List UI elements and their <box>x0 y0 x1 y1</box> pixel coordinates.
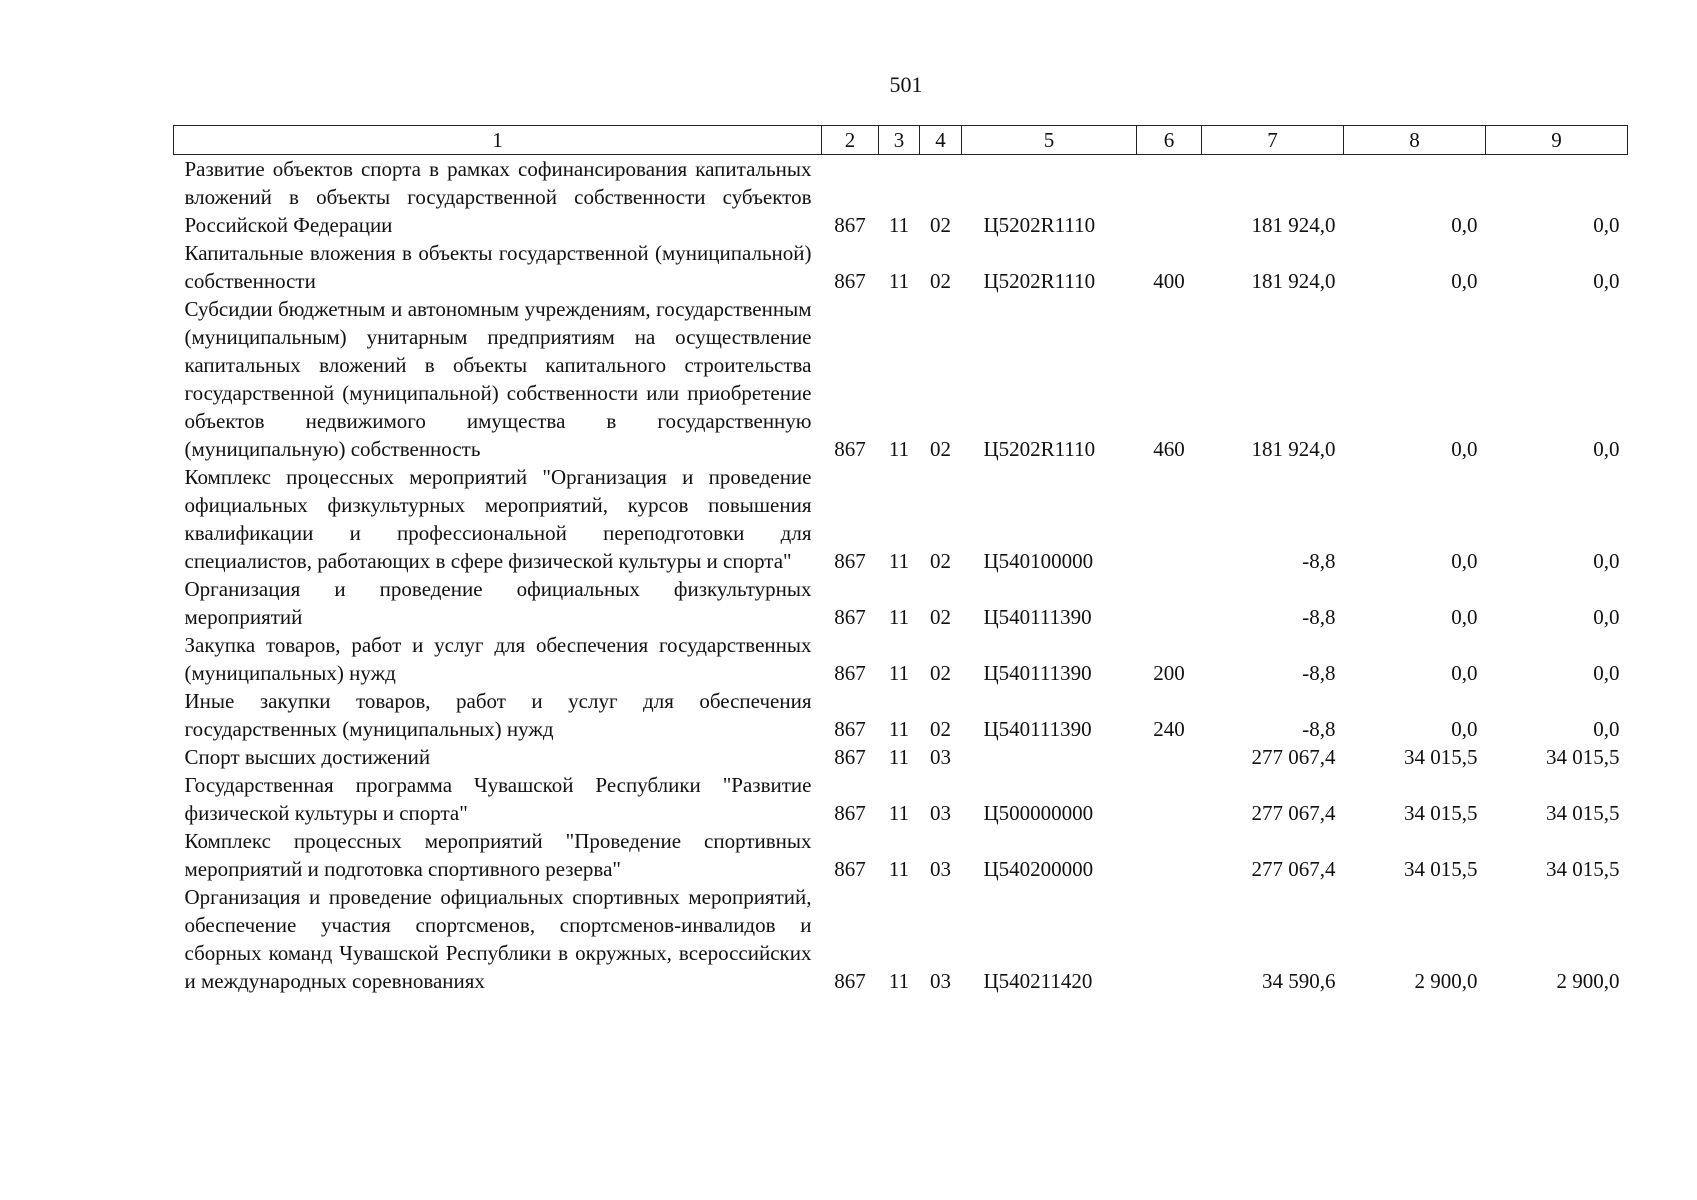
row-subsection: 03 <box>930 969 951 993</box>
row-section: 11 <box>888 801 910 825</box>
row-target-article: Ц540100000 <box>983 549 1094 573</box>
row-amount-col9: 0,0 <box>1593 661 1620 685</box>
row-ministry-code: 867 <box>834 801 866 825</box>
row-name: Развитие объектов спорта в рамках софинансирования капитальных вложений в объекты государственной собственности субъектов Российской Федерации <box>184 157 812 237</box>
row-section: 11 <box>888 969 910 993</box>
row-amount-col7: 181 924,0 <box>1251 213 1336 237</box>
row-name: Иные закупки товаров, работ и услуг для обеспечения государственных (муниципальных) нужд <box>184 689 812 741</box>
budget-table <box>173 125 1628 995</box>
row-target-article: Ц540111390 <box>983 717 1092 741</box>
row-ministry-code: 867 <box>834 549 866 573</box>
table-body <box>174 155 1628 996</box>
table-row <box>174 827 1628 883</box>
row-section: 11 <box>888 213 910 237</box>
row-amount-col9: 0,0 <box>1593 269 1620 293</box>
header-row <box>174 126 1628 155</box>
header-col-7: 7 <box>1202 126 1344 155</box>
header-col-5: 5 <box>962 126 1137 155</box>
row-target-article: Ц5202R1110 <box>983 213 1096 237</box>
row-subsection: 02 <box>930 549 951 573</box>
row-amount-col8: 34 015,5 <box>1404 745 1478 769</box>
row-ministry-code: 867 <box>834 857 866 881</box>
row-target-article <box>962 743 1137 771</box>
table-row <box>174 295 1628 463</box>
row-subsection: 02 <box>930 717 951 741</box>
table-row <box>174 883 1628 995</box>
row-amount-col9: 2 900,0 <box>1556 969 1620 993</box>
row-amount-col9: 34 015,5 <box>1546 801 1620 825</box>
row-section: 11 <box>888 605 910 629</box>
row-amount-col7: 277 067,4 <box>1251 857 1336 881</box>
row-amount-col9: 0,0 <box>1593 717 1620 741</box>
row-ministry-code: 867 <box>834 661 866 685</box>
row-target-article: Ц540200000 <box>983 857 1094 881</box>
header-col-9: 9 <box>1486 126 1628 155</box>
row-target-article: Ц5202R1110 <box>983 437 1096 461</box>
row-amount-col7: -8,8 <box>1302 549 1336 573</box>
row-ministry-code: 867 <box>834 717 866 741</box>
row-subsection: 03 <box>930 745 951 769</box>
row-amount-col9: 34 015,5 <box>1546 745 1620 769</box>
row-section: 11 <box>888 661 910 685</box>
row-expense-type <box>1137 575 1202 631</box>
row-amount-col9: 34 015,5 <box>1546 857 1620 881</box>
row-ministry-code: 867 <box>834 605 866 629</box>
row-target-article: Ц5202R1110 <box>983 269 1096 293</box>
row-amount-col9: 0,0 <box>1593 437 1620 461</box>
row-section: 11 <box>888 437 910 461</box>
table-row <box>174 743 1628 771</box>
header-col-3: 3 <box>879 126 920 155</box>
table-row <box>174 463 1628 575</box>
row-amount-col8: 2 900,0 <box>1414 969 1478 993</box>
row-amount-col8: 0,0 <box>1451 213 1478 237</box>
row-section: 11 <box>888 549 910 573</box>
row-subsection: 02 <box>930 661 951 685</box>
row-amount-col9: 0,0 <box>1593 549 1620 573</box>
table-row <box>174 155 1628 240</box>
row-subsection: 03 <box>930 801 951 825</box>
row-target-article: Ц540111390 <box>983 605 1092 629</box>
row-amount-col7: 277 067,4 <box>1251 801 1336 825</box>
row-amount-col7: 181 924,0 <box>1251 437 1336 461</box>
row-subsection: 02 <box>930 437 951 461</box>
page-number: 501 <box>889 72 923 97</box>
row-amount-col8: 34 015,5 <box>1404 857 1478 881</box>
row-ministry-code: 867 <box>834 269 866 293</box>
row-ministry-code: 867 <box>834 213 866 237</box>
row-name: Организация и проведение официальных спортивных мероприятий, обеспечение участия спортсменов, спортсменов-инвалидов и сборных команд Чувашской Республики в окружных, всероссийских и международных соревнованиях <box>184 885 812 993</box>
row-amount-col8: 0,0 <box>1451 661 1478 685</box>
row-section: 11 <box>888 269 910 293</box>
row-amount-col8: 0,0 <box>1451 605 1478 629</box>
row-expense-type <box>1137 827 1202 883</box>
row-subsection: 03 <box>930 857 951 881</box>
row-amount-col8: 0,0 <box>1451 549 1478 573</box>
row-ministry-code: 867 <box>834 745 866 769</box>
table-row <box>174 631 1628 687</box>
row-subsection: 02 <box>930 605 951 629</box>
row-amount-col7: -8,8 <box>1302 717 1336 741</box>
row-expense-type: 400 <box>1153 269 1185 293</box>
row-amount-col8: 0,0 <box>1451 717 1478 741</box>
header-col-4: 4 <box>920 126 962 155</box>
row-amount-col8: 34 015,5 <box>1404 801 1478 825</box>
row-name: Субсидии бюджетным и автономным учреждениям, государственным (муниципальным) унитарным предприятиям на осуществление капитальных вложений в объекты капитального строительства государственной (муниципальной) собственности или приобретение объектов недвижимого имущества в государственную (муниципальную) собственность <box>184 297 812 461</box>
row-name: Закупка товаров, работ и услуг для обеспечения государственных (муниципальных) нужд <box>184 633 812 685</box>
table-header <box>174 126 1628 155</box>
row-target-article: Ц500000000 <box>983 801 1094 825</box>
row-amount-col7: 181 924,0 <box>1251 269 1336 293</box>
row-target-article: Ц540111390 <box>983 661 1092 685</box>
row-amount-col8: 0,0 <box>1451 437 1478 461</box>
row-amount-col7: 34 590,6 <box>1262 969 1336 993</box>
row-target-article: Ц540211420 <box>983 969 1093 993</box>
row-section: 11 <box>888 717 910 741</box>
row-subsection: 02 <box>930 213 951 237</box>
header-col-2: 2 <box>822 126 879 155</box>
row-amount-col7: -8,8 <box>1302 605 1336 629</box>
row-name: Спорт высших достижений <box>184 745 431 769</box>
row-section: 11 <box>888 745 910 769</box>
row-amount-col9: 0,0 <box>1593 605 1620 629</box>
row-amount-col9: 0,0 <box>1593 213 1620 237</box>
row-ministry-code: 867 <box>834 969 866 993</box>
table-row <box>174 575 1628 631</box>
header-col-1: 1 <box>174 126 822 155</box>
header-col-6: 6 <box>1137 126 1202 155</box>
row-name: Организация и проведение официальных физкультурных мероприятий <box>184 577 812 629</box>
row-name: Государственная программа Чувашской Республики "Развитие физической культуры и спорта" <box>184 773 812 825</box>
row-expense-type <box>1137 771 1202 827</box>
row-expense-type: 240 <box>1153 717 1185 741</box>
row-section: 11 <box>888 857 910 881</box>
row-name: Комплекс процессных мероприятий "Проведение спортивных мероприятий и подготовка спортивного резерва" <box>184 829 812 881</box>
row-expense-type: 460 <box>1153 437 1185 461</box>
row-expense-type <box>1137 883 1202 995</box>
row-amount-col7: -8,8 <box>1302 661 1336 685</box>
row-expense-type <box>1137 743 1202 771</box>
header-col-8: 8 <box>1344 126 1486 155</box>
row-amount-col7: 277 067,4 <box>1251 745 1336 769</box>
table-row <box>174 771 1628 827</box>
table-row <box>174 239 1628 295</box>
row-name: Комплекс процессных мероприятий "Организация и проведение официальных физкультурных мероприятий, курсов повышения квалификации и профессиональной переподготовки для специалистов, работающих в сфере физической культуры и спорта" <box>184 465 812 573</box>
row-amount-col8: 0,0 <box>1451 269 1478 293</box>
row-expense-type <box>1137 155 1202 240</box>
row-name: Капитальные вложения в объекты государственной (муниципальной) собственности <box>184 241 812 293</box>
table-row <box>174 687 1628 743</box>
row-ministry-code: 867 <box>834 437 866 461</box>
row-subsection: 02 <box>930 269 951 293</box>
row-expense-type: 200 <box>1153 661 1185 685</box>
row-expense-type <box>1137 463 1202 575</box>
